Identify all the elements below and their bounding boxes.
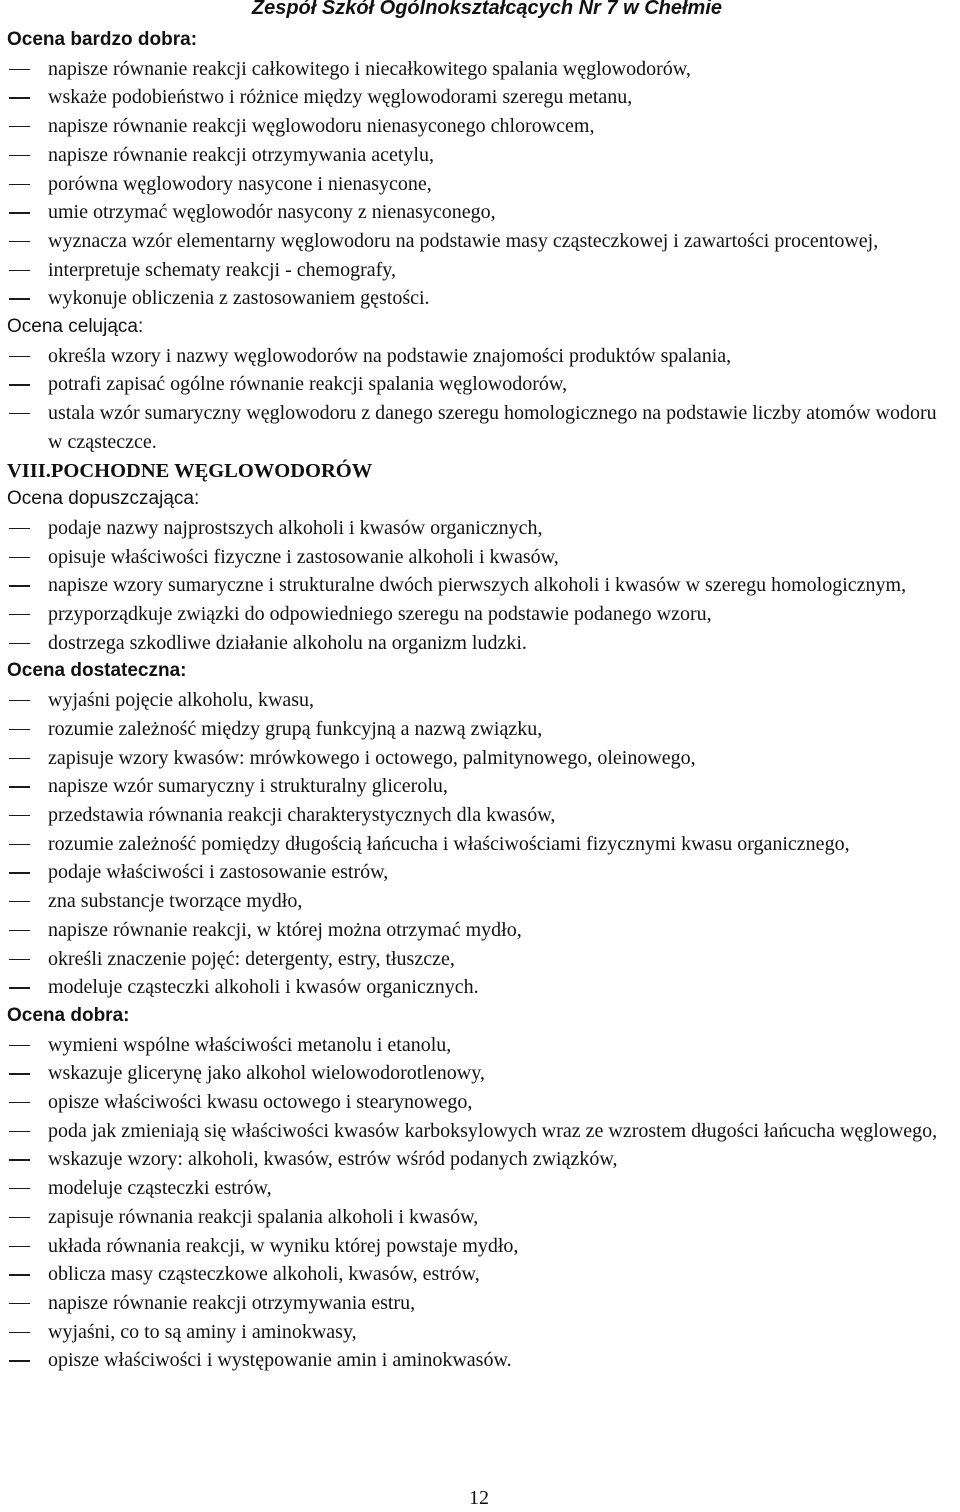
dash-bullet-icon	[9, 298, 30, 299]
list-item-text: rozumie zależność między grupą funkcyjną a nazwą związku,	[48, 717, 543, 740]
list-item	[7, 342, 952, 371]
list-item-text: napisze wzory sumaryczne i strukturalne dwóch pierwszych alkoholi i kwasów w szeregu homologicznym,	[48, 574, 907, 597]
dash-bullet-icon	[9, 700, 30, 701]
list-item-text: napisze równanie reakcji, w której można otrzymać mydło,	[48, 918, 522, 941]
dash-bullet-icon	[9, 1073, 30, 1074]
list-item-text: rozumie zależność pomiędzy długością łańcucha i właściwościami fizycznymi kwasu organicznego,	[48, 832, 850, 855]
grade-heading-good: Ocena dobra:	[7, 1004, 130, 1026]
dash-bullet-icon	[9, 155, 30, 156]
list-item	[7, 543, 952, 572]
dash-bullet-icon	[9, 184, 30, 185]
dash-bullet-icon	[9, 1131, 30, 1132]
list-item	[7, 83, 952, 112]
list-item	[7, 141, 952, 170]
dash-bullet-icon	[9, 1102, 30, 1103]
list-item	[7, 1059, 952, 1088]
dash-bullet-icon	[9, 1045, 30, 1046]
list-item	[7, 830, 952, 859]
dash-bullet-icon	[9, 815, 30, 816]
dash-bullet-icon	[9, 1274, 30, 1275]
dash-bullet-icon	[9, 872, 30, 873]
dash-bullet-icon	[9, 1332, 30, 1333]
list-item	[7, 916, 952, 945]
list-item-text: umie otrzymać węglowodór nasycony z nienasyconego,	[48, 201, 496, 224]
list-item	[7, 801, 952, 830]
criteria-list-good	[7, 1031, 952, 1375]
list-item-text: wyjaśni pojęcie alkoholu, kwasu,	[48, 689, 315, 712]
list-item-text: zna substancje tworzące mydło,	[48, 890, 303, 913]
dash-bullet-icon	[9, 97, 30, 98]
list-item-text: ustala wzór sumaryczny węglowodoru z danego szeregu homologicznego na podstawie liczby atomów wodoru w cząsteczce.	[48, 402, 937, 453]
dash-bullet-icon	[9, 1188, 30, 1189]
list-item-text: modeluje cząsteczki estrów,	[48, 1177, 272, 1200]
list-item	[7, 1088, 952, 1117]
list-item	[7, 744, 952, 773]
list-item-text: wskazuje glicerynę jako alkohol wielowodorotlenowy,	[48, 1062, 485, 1085]
list-item-text: napisze równanie reakcji otrzymywania estru,	[48, 1291, 416, 1314]
list-item-text: układa równania reakcji, w wyniku której powstaje mydło,	[48, 1234, 519, 1257]
list-item-text: napisze wzór sumaryczny i strukturalny glicerolu,	[48, 775, 448, 798]
dash-bullet-icon	[9, 241, 30, 242]
criteria-list-very-good	[7, 55, 952, 313]
dash-bullet-icon	[9, 1303, 30, 1304]
list-item	[7, 1203, 952, 1232]
list-item	[7, 686, 952, 715]
list-item	[7, 1232, 952, 1261]
list-item	[7, 858, 952, 887]
list-item-text: wymieni wspólne właściwości metanolu i etanolu,	[48, 1033, 452, 1056]
list-item	[7, 629, 952, 658]
list-item-text: porówna węglowodory nasycone i nienasycone,	[48, 172, 432, 195]
list-item-text: zapisuje równania reakcji spalania alkoholi i kwasów,	[48, 1205, 479, 1228]
list-item-text: przedstawia równania reakcji charakterystycznych dla kwasów,	[48, 803, 556, 826]
list-item	[7, 1289, 952, 1318]
dash-bullet-icon	[9, 758, 30, 759]
criteria-list-satisfactory	[7, 686, 952, 1002]
dash-bullet-icon	[9, 528, 30, 529]
criteria-list-sufficient	[7, 514, 952, 658]
list-item-text: podaje nazwy najprostszych alkoholi i kwasów organicznych,	[48, 516, 543, 539]
list-item	[7, 198, 952, 227]
page-header-school-name: Zespół Szkół Ogólnokształcących Nr 7 w Chełmie	[251, 0, 722, 19]
list-item-text: wykonuje obliczenia z zastosowaniem gęstości.	[48, 287, 430, 310]
dash-bullet-icon	[9, 844, 30, 845]
list-item	[7, 514, 952, 543]
grade-heading-sufficient: Ocena dopuszczająca:	[7, 488, 200, 510]
list-item	[7, 945, 952, 974]
list-item	[7, 399, 952, 456]
list-item-text: napisze równanie reakcji całkowitego i niecałkowitego spalania węglowodorów,	[48, 57, 691, 80]
list-item	[7, 1145, 952, 1174]
dash-bullet-icon	[9, 413, 30, 414]
dash-bullet-icon	[9, 126, 30, 127]
chapter-heading: VIII.POCHODNE WĘGLOWODORÓW	[7, 459, 373, 482]
dash-bullet-icon	[9, 557, 30, 558]
dash-bullet-icon	[9, 987, 30, 988]
list-item-text: podaje właściwości i zastosowanie estrów,	[48, 861, 389, 884]
list-item-text: poda jak zmieniają się właściwości kwasów karboksylowych wraz ze wzrostem długości łańcucha węglowego,	[48, 1119, 938, 1142]
list-item-text: określi znaczenie pojęć: detergenty, estry, tłuszcze,	[48, 947, 455, 970]
list-item	[7, 571, 952, 600]
list-item	[7, 1260, 952, 1289]
dash-bullet-icon	[9, 643, 30, 644]
list-item	[7, 1318, 952, 1347]
dash-bullet-icon	[9, 212, 30, 213]
list-item-text: wyznacza wzór elementarny węglowodoru na podstawie masy cząsteczkowej i zawartości procentowej,	[48, 229, 879, 252]
document-body	[7, 26, 952, 1375]
list-item	[7, 1117, 952, 1146]
list-item-text: wskazuje wzory: alkoholi, kwasów, estrów wśród podanych związków,	[48, 1148, 618, 1171]
dash-bullet-icon	[9, 1360, 30, 1361]
page-number: 12	[469, 1487, 489, 1509]
dash-bullet-icon	[9, 1217, 30, 1218]
list-item	[7, 256, 952, 285]
list-item-text: określa wzory i nazwy węglowodorów na podstawie znajomości produktów spalania,	[48, 344, 732, 367]
list-item	[7, 1174, 952, 1203]
list-item	[7, 600, 952, 629]
dash-bullet-icon	[9, 585, 30, 586]
list-item	[7, 170, 952, 199]
dash-bullet-icon	[9, 959, 30, 960]
list-item-text: napisze równanie reakcji otrzymywania acetylu,	[48, 143, 434, 166]
list-item-text: potrafi zapisać ogólne równanie reakcji spalania węglowodorów,	[48, 373, 568, 396]
dash-bullet-icon	[9, 930, 30, 931]
dash-bullet-icon	[9, 1246, 30, 1247]
list-item-text: opisze właściwości i występowanie amin i aminokwasów.	[48, 1349, 512, 1372]
list-item	[7, 1031, 952, 1060]
dash-bullet-icon	[9, 384, 30, 385]
list-item-text: przyporządkuje związki do odpowiedniego szeregu na podstawie podanego wzoru,	[48, 603, 712, 626]
list-item	[7, 887, 952, 916]
list-item	[7, 284, 952, 313]
dash-bullet-icon	[9, 614, 30, 615]
dash-bullet-icon	[9, 901, 30, 902]
list-item-text: oblicza masy cząsteczkowe alkoholi, kwasów, estrów,	[48, 1263, 480, 1286]
list-item-text: wskaże podobieństwo i różnice między węglowodorami szeregu metanu,	[48, 86, 633, 109]
dash-bullet-icon	[9, 69, 30, 70]
grade-heading-very-good: Ocena bardzo dobra:	[7, 29, 198, 50]
list-item-text: zapisuje wzory kwasów: mrówkowego i octowego, palmitynowego, oleinowego,	[48, 746, 696, 769]
list-item-text: wyjaśni, co to są aminy i aminokwasy,	[48, 1320, 357, 1343]
grade-heading-satisfactory: Ocena dostateczna:	[7, 660, 187, 682]
list-item	[7, 112, 952, 141]
dash-bullet-icon	[9, 356, 30, 357]
list-item	[7, 227, 952, 256]
list-item-text: modeluje cząsteczki alkoholi i kwasów organicznych.	[48, 976, 479, 999]
list-item	[7, 1346, 952, 1375]
dash-bullet-icon	[9, 729, 30, 730]
grade-heading-excellent: Ocena celująca:	[7, 316, 144, 338]
dash-bullet-icon	[9, 270, 30, 271]
list-item	[7, 973, 952, 1002]
list-item	[7, 370, 952, 399]
list-item	[7, 715, 952, 744]
dash-bullet-icon	[9, 1159, 30, 1160]
list-item	[7, 772, 952, 801]
list-item	[7, 55, 952, 84]
criteria-list-excellent	[7, 342, 952, 457]
list-item-text: dostrzega szkodliwe działanie alkoholu na organizm ludzki.	[48, 631, 527, 654]
list-item-text: opisuje właściwości fizyczne i zastosowanie alkoholi i kwasów,	[48, 545, 559, 568]
list-item-text: napisze równanie reakcji węglowodoru nienasyconego chlorowcem,	[48, 115, 595, 138]
list-item-text: opisze właściwości kwasu octowego i stearynowego,	[48, 1091, 473, 1114]
dash-bullet-icon	[9, 786, 30, 787]
list-item-text: interpretuje schematy reakcji - chemografy,	[48, 258, 396, 281]
